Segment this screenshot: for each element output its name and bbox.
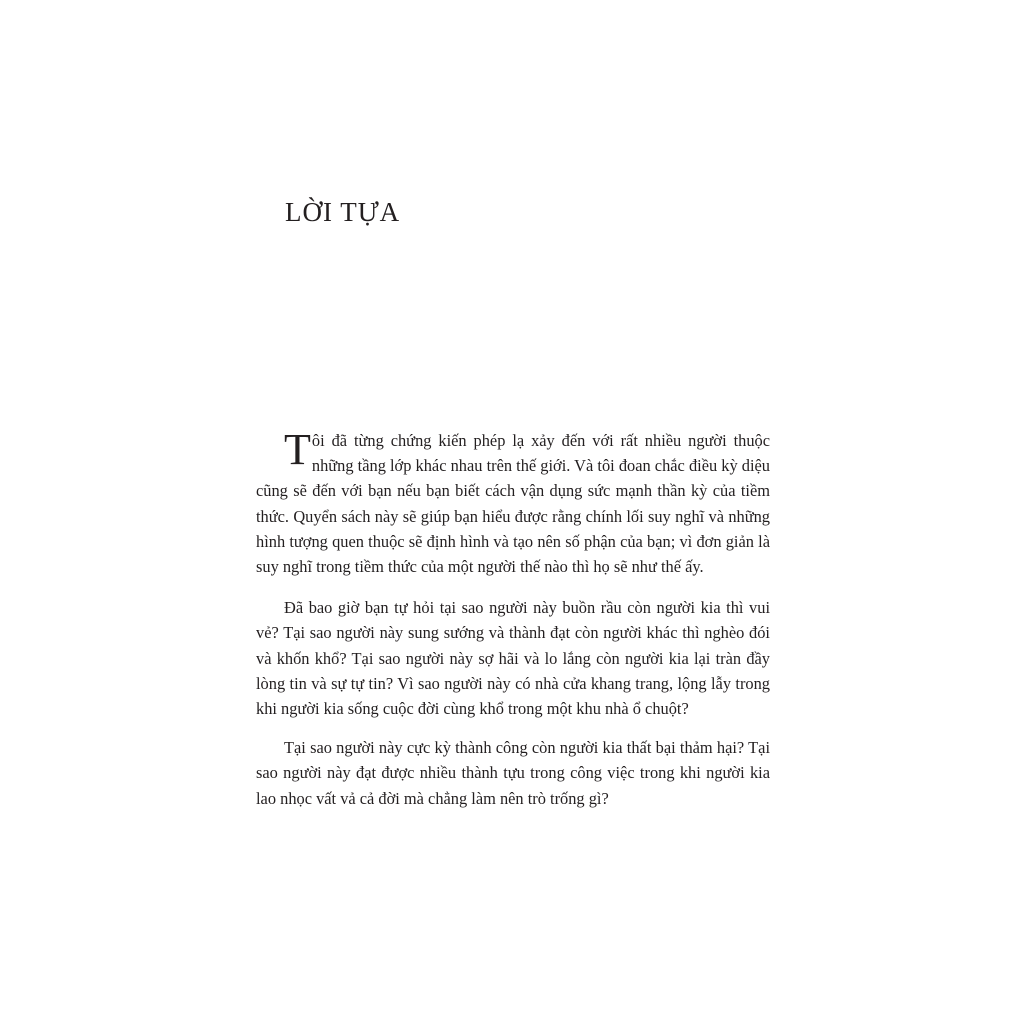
paragraph-2: Đã bao giờ bạn tự hỏi tại sao người này buồn rầu còn người kia thì vui vẻ? Tại sao người này sung sướng và thành đạt còn người khác thì nghèo đói và khốn khổ? Tại sao người này sợ hãi và lo lắng còn người kia lại tràn đầy lòng tin và sự tự tin? Vì sao người này có nhà cửa khang trang, lộng lẫy trong khi người kia sống cuộc đời cùng khổ trong một khu nhà ổ chuột?	[256, 598, 770, 719]
drop-cap: T	[284, 425, 311, 474]
chapter-title: LỜI TỰA	[285, 197, 401, 227]
body-text	[256, 425, 770, 825]
paragraph-1	[256, 425, 770, 579]
paragraph-1-text: ôi đã từng chứng kiến phép lạ xảy đến với rất nhiều người thuộc những tầng lớp khác nhau trên thế giới. Và tôi đoan chắc điều kỳ diệu cũng sẽ đến với bạn nếu bạn biết cách vận dụng sức mạnh thần kỳ của tiềm thức. Quyển sách này sẽ giúp bạn hiểu được rằng chính lối suy nghĩ và những hình tượng quen thuộc sẽ định hình và tạo nên số phận của bạn; vì đơn giản là suy nghĩ trong tiềm thức của một người thế nào thì họ sẽ như thế ấy.	[256, 431, 770, 577]
paragraph-3: Tại sao người này cực kỳ thành công còn người kia thất bại thảm hại? Tại sao người này đạt được nhiều thành tựu trong công việc trong khi người kia lao nhọc vất vả cả đời mà chẳng làm nên trò trống gì?	[256, 738, 770, 808]
